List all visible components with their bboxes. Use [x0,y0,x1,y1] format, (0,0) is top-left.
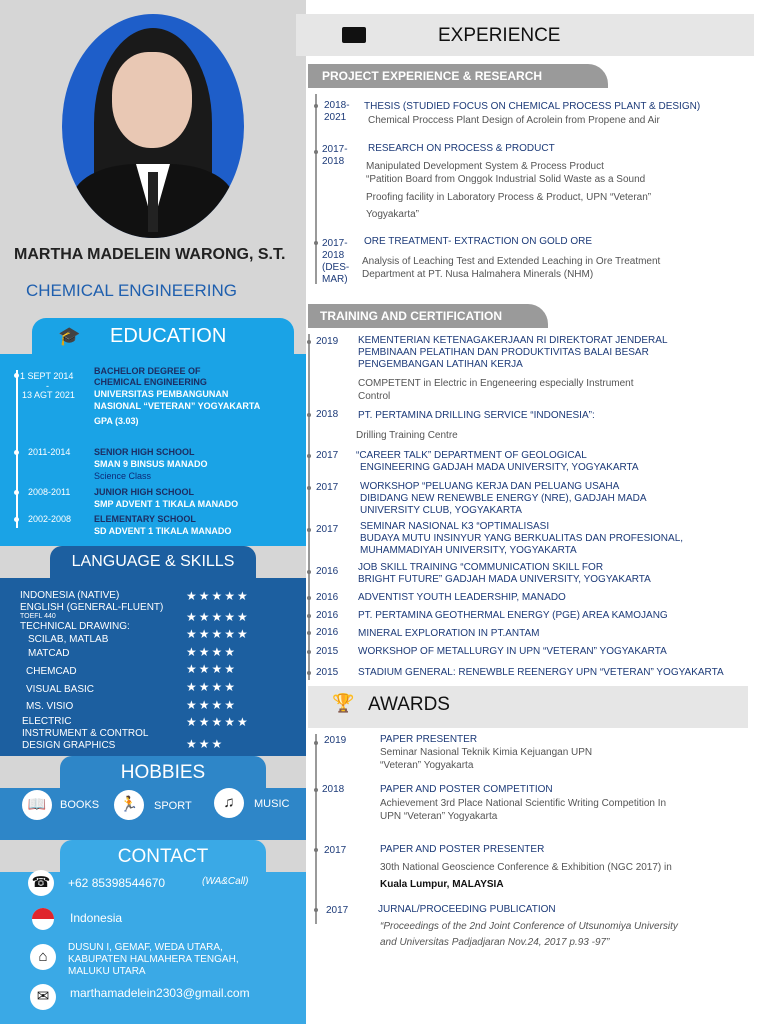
training-title: “CAREER TALK” DEPARTMENT OF GEOLOGICAL [356,450,587,461]
training-title: PENGEMBANGAN LATIHAN KERJA [358,359,523,370]
award-year: 2019 [324,735,347,746]
skills-header [50,546,256,578]
award-title: PAPER AND POSTER PRESENTER [380,844,545,855]
education-degree: JUNIOR HIGH SCHOOL [94,487,195,497]
project-desc: Department at PT. Nusa Halmahera Minerals (NHM) [362,269,594,280]
briefcase-icon [342,27,366,43]
education-year: 13 AGT 2021 [22,390,75,400]
project-year: 2017- 2018 [322,144,348,167]
address-line: KABUPATEN HALMAHERA TENGAH, [68,954,239,965]
hobby-label: BOOKS [60,799,100,811]
training-year: 2017 [316,524,339,535]
awards-title: AWARDS [368,694,450,715]
timeline-dot [307,650,311,654]
email-icon: ✉ [30,984,56,1010]
education-school: SD ADVENT 1 TIKALA MANADO [94,526,232,536]
skill-label: MS. VISIO [26,701,74,712]
education-year: 2002-2008 [28,514,72,524]
training-title: ADVENTIST YOUTH LEADERSHIP, MANADO [358,592,566,603]
person-name: MARTHA MADELEIN WARONG, S.T. [14,246,286,263]
hobby-label: MUSIC [254,798,290,810]
education-title: EDUCATION [110,325,227,347]
phone-number[interactable]: +62 85398544670 [68,876,166,890]
award-desc: Kuala Lumpur, MALAYSIA [380,879,504,890]
country: Indonesia [70,911,123,925]
award-desc: “Proceedings of the 2nd Joint Conference of Utsunomiya University [380,921,678,932]
training-desc: Control [358,391,391,402]
skill-label: VISUAL BASIC [26,684,94,695]
skill-label: TOEFL 440 [20,613,56,620]
training-title: TRAINING AND CERTIFICATION [320,309,502,323]
award-year: 2017 [324,845,347,856]
training-title: MINERAL EXPLORATION IN PT.ANTAM [358,628,540,639]
training-title: ENGINEERING GADJAH MADA UNIVERSITY, YOGYAKARTA [360,462,639,473]
timeline-dot [307,340,311,344]
trophy-icon: 🏆 [332,693,355,713]
education-year-separator: - [46,381,49,391]
training-year: 2016 [316,566,339,577]
hobby-label: SPORT [154,800,192,812]
projects-title: PROJECT EXPERIENCE & RESEARCH [322,69,543,83]
experience-title: EXPERIENCE [438,25,561,46]
timeline-dot [314,741,318,745]
award-desc: and Universitas Padjadjaran Nov.24, 2017 p.93 -97” [380,937,610,948]
training-year: 2018 [316,409,339,420]
projects-header [308,64,608,88]
training-timeline [308,334,310,680]
project-title: RESEARCH ON PROCESS & PRODUCT [368,143,555,154]
training-title: SEMINAR NASIONAL K3 “OPTIMALISASI [360,521,550,532]
training-title: WORKSHOP “PELUANG KERJA DAN PELUANG USAHA [360,481,620,492]
project-desc: Manipulated Development System & Process Product [366,161,604,172]
project-desc: Yogyakarta” [366,209,419,220]
training-title: PT. PERTAMINA DRILLING SERVICE “INDONESIA”: [358,410,595,421]
music-note-icon: ♫ [214,788,244,818]
training-desc: Drilling Training Centre [356,430,458,441]
education-degree: CHEMICAL ENGINEERING [94,377,207,387]
timeline-dot [307,596,311,600]
training-title: STADIUM GENERAL: RENEWBLE REENERGY UPN “VETERAN” YOGYAKARTA [358,667,724,678]
project-title: ORE TREATMENT- EXTRACTION ON GOLD ORE [364,236,592,247]
timeline-dot [307,454,311,458]
skill-label: DESIGN GRAPHICS [22,740,116,751]
skill-rating: ★★★ [186,737,225,751]
profile-photo [62,14,244,238]
project-year: 2018- 2021 [324,100,350,123]
awards-header [308,686,748,728]
award-title: PAPER PRESENTER [380,734,478,745]
training-year: 2015 [316,646,339,657]
timeline-dot [14,450,19,455]
timeline-dot [307,614,311,618]
training-year: 2015 [316,667,339,678]
education-year: 2011-2014 [28,447,71,457]
contact-title: CONTACT [117,846,209,867]
education-year: 2008-2011 [28,487,71,497]
education-timeline [16,370,18,528]
phone-icon: ☎ [28,870,54,896]
skill-rating: ★★★★★ [186,610,250,624]
projects-timeline [315,94,317,284]
email-address[interactable]: marthamadelein2303@gmail.com [70,986,250,1000]
timeline-dot [307,570,311,574]
training-year: 2016 [316,592,339,603]
project-desc: Analysis of Leaching Test and Extended Leaching in Ore Treatment [362,256,661,267]
timeline-dot [14,490,19,495]
award-title: JURNAL/PROCEEDING PUBLICATION [378,904,556,915]
award-title: PAPER AND POSTER COMPETITION [380,784,553,795]
education-degree: BACHELOR DEGREE OF [94,366,201,376]
training-title: MUHAMMADIYAH UNIVERSITY, YOGYAKARTA [360,545,577,556]
timeline-dot [307,671,311,675]
training-year: 2017 [316,482,339,493]
training-title: WORKSHOP OF METALLURGY IN UPN “VETERAN” YOGYAKARTA [358,646,667,657]
award-desc: “Veteran” Yogyakarta [380,760,474,771]
skill-rating: ★★★★ [186,662,238,676]
award-desc: Achievement 3rd Place National Scientific Writing Competition In [380,798,667,809]
timeline-dot [314,848,318,852]
award-desc: 30th National Geoscience Conference & Exhibition (NGC 2017) in [380,862,672,873]
timeline-dot [314,104,318,108]
award-desc: Seminar Nasional Teknik Kimia Kejuangan UPN [380,747,593,758]
education-year: 1 SEPT 2014 [20,371,74,381]
timeline-dot [314,150,318,154]
training-title: UNIVERSITY CLUB, YOGYAKARTA [360,505,522,516]
timeline-dot [307,631,311,635]
education-degree: SENIOR HIGH SCHOOL [94,447,195,457]
indonesia-flag-icon [32,908,54,930]
graduation-cap-icon: 🎓 [58,326,81,346]
education-school: NASIONAL “VETERAN” YOGYAKARTA [94,401,261,411]
training-title: KEMENTERIAN KETENAGAKERJAAN RI DIREKTORAT JENDERAL [358,335,668,346]
training-title: JOB SKILL TRAINING “COMMUNICATION SKILL FOR [358,562,604,573]
timeline-dot [307,528,311,532]
skill-rating: ★★★★ [186,645,238,659]
runner-icon: 🏃 [114,790,144,820]
education-school: SMAN 9 BINSUS MANADO [94,459,208,469]
training-year: 2019 [316,336,339,347]
timeline-dot [307,413,311,417]
job-field: CHEMICAL ENGINEERING [26,281,237,300]
address-line: MALUKU UTARA [68,966,146,977]
timeline-dot [307,486,311,490]
training-year: 2016 [316,627,339,638]
training-year: 2017 [316,450,339,461]
experience-header [296,14,754,56]
skill-rating: ★★★★★ [186,627,250,641]
hobbies-header [60,756,266,788]
project-desc: “Patition Board from Onggok Industrial Solid Waste as a Sound [366,174,646,185]
education-header [32,318,294,354]
project-desc: Chemical Proccess Plant Design of Acrolein from Propene and Air [368,115,660,126]
skill-label: ELECTRIC [22,716,72,727]
skill-label: SCILAB, MATLAB [28,634,109,645]
education-school: UNIVERSITAS PEMBANGUNAN [94,389,229,399]
training-title: DIBIDANG NEW RENEWBLE ENERGY (NRE), GADJAH MADA [360,493,647,504]
skill-rating: ★★★★★ [186,589,250,603]
project-year: 2017- 2018 (DES- MAR) [322,238,350,285]
education-gpa: GPA (3.03) [94,416,139,426]
skill-label: ENGLISH (GENERAL-FLUENT) [20,602,164,613]
contact-header [60,840,266,872]
skill-label: CHEMCAD [26,666,77,677]
phone-note: (WA&Call) [202,876,249,887]
training-desc: COMPETENT in Electric in Engeneering especially Instrument [358,378,634,389]
training-title: BRIGHT FUTURE” GADJAH MADA UNIVERSITY, YOGYAKARTA [358,574,651,585]
skill-label: INDONESIA (NATIVE) [20,590,120,601]
timeline-dot [14,517,19,522]
training-title: PT. PERTAMINA GEOTHERMAL ENERGY (PGE) AREA KAMOJANG [358,610,668,621]
home-icon: ⌂ [30,944,56,970]
education-school: SMP ADVENT 1 TIKALA MANADO [94,499,239,509]
education-degree: ELEMENTARY SCHOOL [94,514,196,524]
skill-label: MATCAD [28,648,70,659]
timeline-dot [314,908,318,912]
timeline-dot [314,788,318,792]
timeline-dot [14,373,19,378]
training-year: 2016 [316,610,339,621]
skill-label: TECHNICAL DRAWING: [20,621,130,632]
education-class: Science Class [94,471,152,481]
award-desc: UPN “Veteran” Yogyakarta [380,811,498,822]
address-line: DUSUN I, GEMAF, WEDA UTARA, [68,942,223,953]
skill-label: INSTRUMENT & CONTROL [22,728,149,739]
skill-rating: ★★★★ [186,680,238,694]
skills-title: LANGUAGE & SKILLS [71,553,235,570]
hobbies-title: HOBBIES [120,762,206,783]
awards-timeline [315,734,317,924]
project-title: THESIS (STUDIED FOCUS ON CHEMICAL PROCESS PLANT & DESIGN) [364,101,701,112]
training-header [308,304,548,328]
timeline-dot [314,241,318,245]
book-reader-icon: 📖 [22,790,52,820]
training-title: PEMBINAAN PELATIHAN DAN PRODUKTIVITAS BALAI BESAR [358,347,649,358]
award-year: 2017 [326,905,349,916]
project-desc: Proofing facility in Laboratory Process & Product, UPN “Veteran” [366,192,652,203]
award-year: 2018 [322,784,345,795]
skill-rating: ★★★★ [186,698,238,712]
training-title: BUDAYA MUTU INSINYUR YANG BERKUALITAS DAN PROFESIONAL, [360,533,684,544]
skill-rating: ★★★★★ [186,715,250,729]
